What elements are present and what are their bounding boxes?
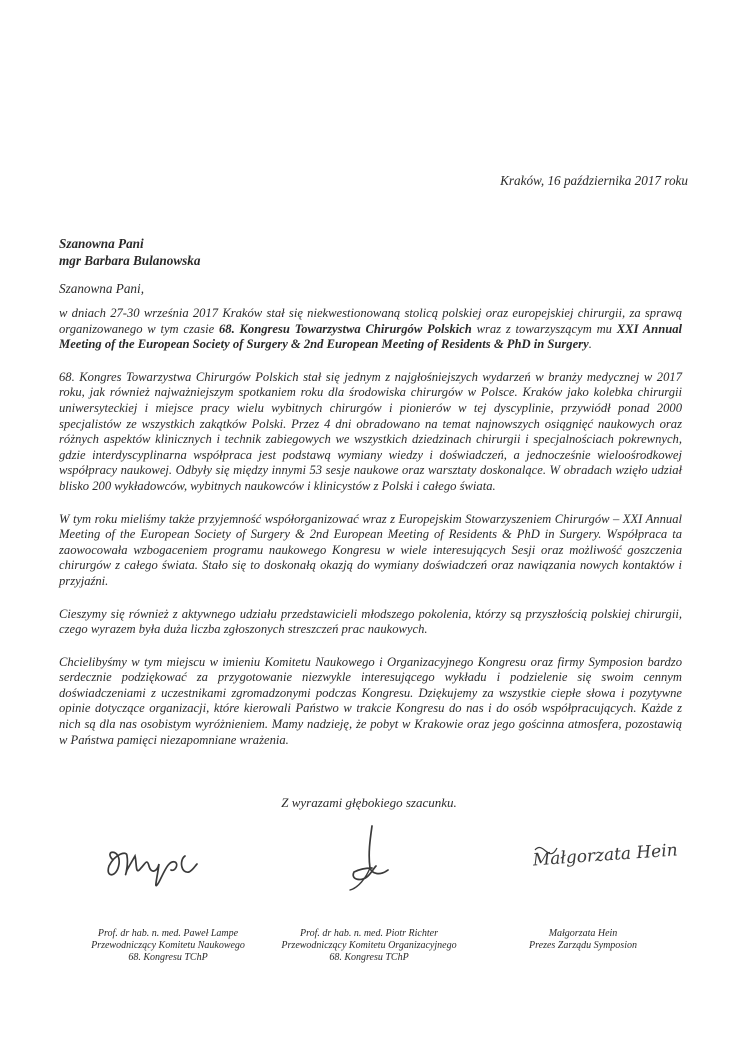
- signatory-caption: [468, 928, 698, 952]
- addressee-block: [59, 235, 200, 269]
- signature-richter: [259, 820, 479, 900]
- signatory-role: Przewodniczący Komitetu Naukowego: [91, 940, 245, 951]
- signatory-caption: [53, 928, 283, 964]
- signatory-role: Prezes Zarządu Symposion: [529, 940, 637, 951]
- paragraph-text: .: [588, 337, 592, 352]
- paragraph-text: wraz z towarzyszącym mu: [471, 321, 617, 336]
- signature-lampe: [58, 820, 278, 900]
- signatory-name: Prof. dr hab. n. med. Piotr Richter: [300, 928, 438, 939]
- meeting-name: XXI Annual Meeting of the European Society of Surgery & 2nd European Meeting of Residents & PhD in Surgery: [59, 321, 682, 352]
- signatory-role: Przewodniczący Komitetu Organizacyjnego: [281, 940, 457, 951]
- addressee-line: Szanowna Pani: [59, 236, 144, 251]
- signatory-event: 68. Kongresu TChP: [128, 952, 208, 963]
- addressee-line: mgr Barbara Bulanowska: [59, 253, 201, 268]
- paragraph-3: W tym roku mieliśmy także przyjemność współorganizować wraz z Europejskim Stowarzyszeniem Chirurgów – XXI Annual Meeting of the European Society of Surgery & 2nd European Meeting of Residents & PhD in Surgery. Współpraca ta zaowocowała wzbogaceniem programu naukowego Kongresu w wiele interesujących Sesji oraz możliwość goszczenia chirurgów z całego świata. Stało się to doskonałą okazją do wymiany doświadczeń oraz nawiązania nowych kontaktów i przyjaźni.: [59, 511, 682, 588]
- signatory-caption: [254, 928, 484, 964]
- salutation: Szanowna Pani,: [59, 281, 144, 296]
- signature-lampe-image: [83, 820, 253, 900]
- signatory-name: Prof. dr hab. n. med. Paweł Lampe: [97, 928, 239, 939]
- paragraph-1: [59, 306, 682, 353]
- signature-hein-text: Małgorzata Hein: [532, 840, 679, 871]
- paragraph-text: w dniach 27-30 września 2017 Kraków stał się niekwestionowaną stolicą polskiej oraz europejskiej chirurgii, za sprawą organizowanego w tym czasie: [59, 306, 682, 336]
- closing-line: Z wyrazami głębokiego szacunku.: [281, 795, 457, 810]
- paragraph-4: Cieszymy się również z aktywnego udziału przedstawicieli młodszego pokolenia, którzy są przyszłością polskiej chirurgii, czego wyrazem była duża liczba zgłoszonych streszczeń prac naukowych.: [59, 606, 682, 637]
- signatory-event: 68. Kongresu TChP: [329, 952, 409, 963]
- paragraph-2: 68. Kongres Towarzystwa Chirurgów Polskich stał się jednym z najgłośniejszych wydarzeń w branży medycznej w 2017 roku, jak również najważniejszym spotkaniem roku dla środowiska chirurgów w Polsce. Kraków jako kolebka chirurgii uniwersyteckiej i miejsce pracy wielu wybitnych chirurgów i pionierów w tej dyscyplinie, przywiódł ponad 2000 specjalistów ze wszystkich zakątków Polski. Przez 4 dni obradowano na temat najnowszych osiągnięć naukowych oraz różnych aspektów klinicznych i technik zabiegowych we wszystkich dziedzinach chirurgii i specjalnościach pokrewnych, gdzie interdyscyplinarna współpraca jest podstawą wymiany wiedzy i doświadczeń, a jednocześnie wieloośrodkowej współpracy naukowej. Odbyły się między innymi 53 sesje naukowe oraz warsztaty doskonalące. W obradach wzięło udział blisko 200 wykładowców, wybitnych naukowców i klinicystów z Polski i całego świata.: [59, 369, 682, 493]
- letter-body: [59, 306, 682, 765]
- signatory-name: Małgorzata Hein: [548, 928, 618, 939]
- letter-date: Kraków, 16 października 2017 roku: [500, 173, 688, 188]
- signature-hein-image: [483, 820, 683, 900]
- paragraph-5: Chcielibyśmy w tym miejscu w imieniu Komitetu Naukowego i Organizacyjnego Kongresu oraz firmy Symposion bardzo serdecznie podziękować za przygotowanie niezwykle interesującego wykładu i podzielenie się swoim cennym doświadczeniami z uczestnikami zgromadzonymi podczas Kongresu. Dziękujemy za wszystkie ciepłe słowa i pozytywne opinie dotyczące organizacji, które kierowali Państwo w trakcie Kongresu do nas i do osób współpracujących. Każde z nich są dla nas osobistym wyróżnieniem. Mamy nadzieję, że pobyt w Krakowie oraz jego gościnna atmosfera, pozostawią w Państwa pamięci niezapomniane wrażenia.: [59, 654, 682, 747]
- congress-name: 68. Kongresu Towarzystwa Chirurgów Polskich: [219, 321, 472, 336]
- signature-hein: [473, 820, 693, 900]
- signature-richter-image: [284, 820, 454, 900]
